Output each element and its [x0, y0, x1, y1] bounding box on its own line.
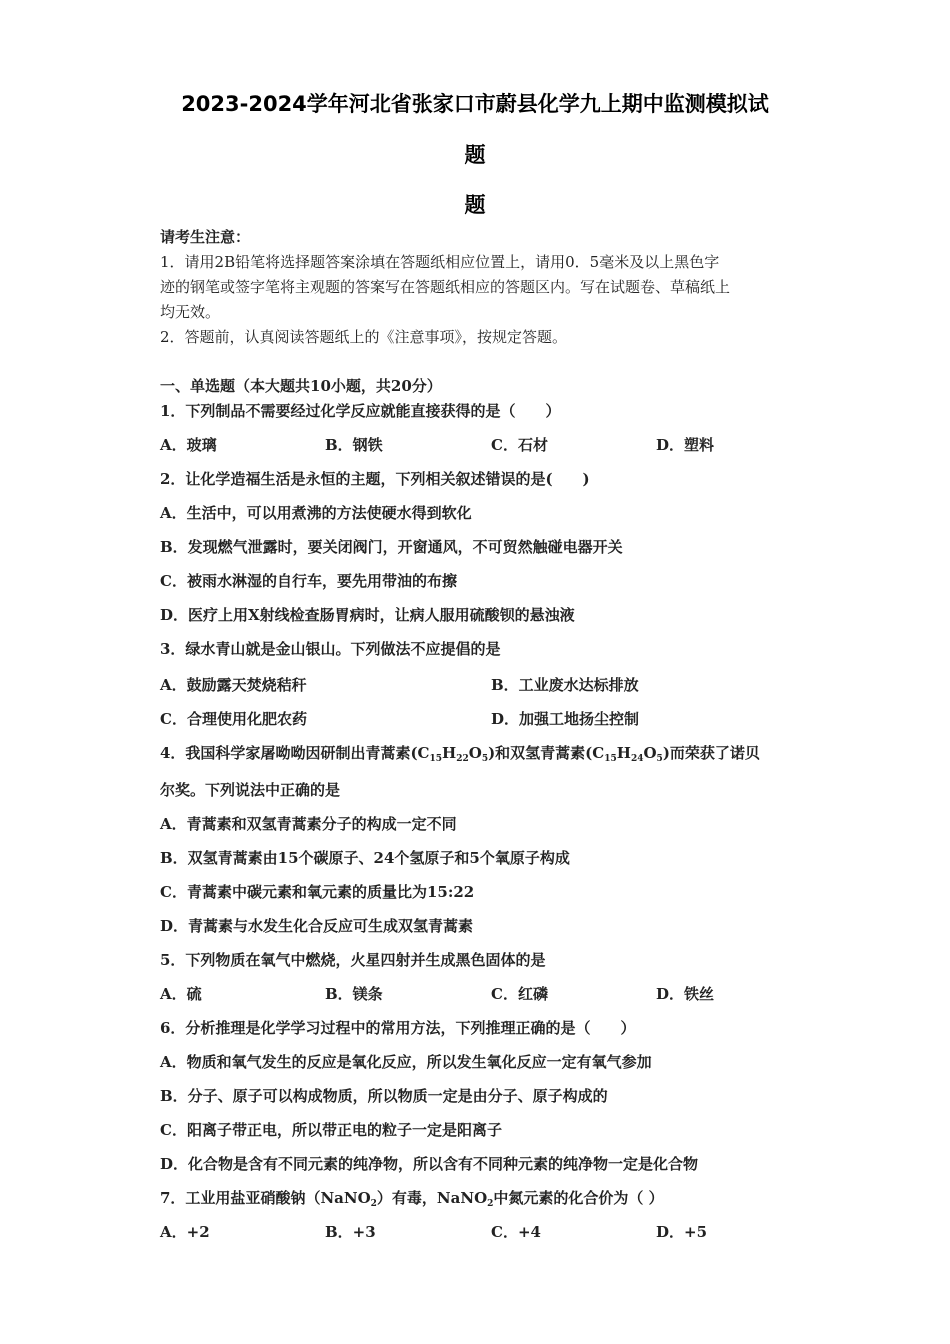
q1-option-d: D．塑料: [656, 436, 715, 454]
q4-option-a: A．青蒿素和双氢青蒿素分子的构成一定不同: [160, 815, 457, 833]
q3-option-d: D．加强工地扬尘控制: [491, 710, 640, 728]
q7-sub1: 2: [370, 1199, 377, 1209]
q1-stem: 1．下列制品不需要经过化学反应就能直接获得的是（ ）: [160, 402, 561, 420]
q6-option-a: A．物质和氧气发生的反应是氧化反应，所以发生氧化反应一定有氧气参加: [160, 1053, 652, 1071]
q4-formula2-sub2: 24: [630, 754, 644, 764]
q4-formula1-sub3: 5: [481, 754, 489, 764]
q2-option-d: D．医疗上用X射线检查肠胃病时，让病人服用硫酸钡的悬浊液: [160, 606, 575, 624]
page-title-line2: 题: [464, 143, 486, 167]
q2-stem: 2．让化学造福生活是永恒的主题，下列相关叙述错误的是( ): [160, 470, 590, 488]
q4-option-d: D．青蒿素与水发生化合反应可生成双氢青蒿素: [160, 917, 474, 935]
q7-option-a: A．+2: [160, 1223, 210, 1241]
section-heading: 一、单选题（本大题共10小题，共20分）: [160, 377, 442, 395]
q7-sub2: 2: [487, 1199, 494, 1209]
q4-stem-part1: 4．我国科学家屠呦呦因研制出青蒿素(C: [160, 744, 430, 762]
q5-option-d: D．铁丝: [656, 985, 715, 1003]
q7-stem-part3: 中氮元素的化合价为（ ）: [493, 1189, 664, 1207]
notice-item2: 2．答题前，认真阅读答题纸上的《注意事项》，按规定答题。: [160, 328, 568, 346]
q7-option-b: B．+3: [325, 1223, 376, 1241]
q7-option-c: C．+4: [491, 1223, 541, 1241]
q4-formula2-sub1: 15: [604, 754, 617, 764]
q5-option-a: A．硫: [160, 985, 202, 1003]
q7-stem-part2: ）有毒，NaNO: [376, 1189, 488, 1207]
q5-option-b: B．镁条: [325, 985, 383, 1003]
q2-option-a: A．生活中，可以用煮沸的方法使硬水得到软化: [160, 504, 472, 522]
q4-formula1-h: H: [442, 744, 457, 762]
q4-formula1-sub2: 22: [456, 754, 469, 764]
q4-formula1-o: O: [468, 744, 482, 762]
notice-item1-line2: 迹的钢笔或签字笔将主观题的答案写在答题纸相应的答题区内。写在试题卷、草稿纸上: [160, 278, 731, 296]
q4-formula2-h: H: [616, 744, 631, 762]
q3-option-b: B．工业废水达标排放: [491, 676, 639, 694]
q3-option-a: A．鼓励露天焚烧秸秆: [160, 676, 307, 694]
q1-option-c: C．石材: [491, 436, 548, 454]
q3-stem: 3．绿水青山就是金山银山。下列做法不应提倡的是: [160, 640, 501, 658]
notice-item1-line3: 均无效。: [160, 303, 221, 321]
q1-option-b: B．钢铁: [325, 436, 383, 454]
q6-option-c: C．阳离子带正电，所以带正电的粒子一定是阳离子: [160, 1121, 502, 1139]
q2-option-b: B．发现燃气泄露时，要关闭阀门，开窗通风，不可贸然触碰电器开关: [160, 538, 623, 556]
q6-stem: 6．分析推理是化学学习过程中的常用方法，下列推理正确的是（ ）: [160, 1019, 636, 1037]
q1-option-a: A．玻璃: [160, 436, 217, 454]
q7-option-d: D．+5: [656, 1223, 708, 1241]
q2-option-c: C．被雨水淋湿的自行车，要先用带油的布擦: [160, 572, 457, 590]
q3-option-c: C．合理使用化肥农药: [160, 710, 307, 728]
page-title-line3: 题: [464, 193, 486, 217]
q4-stem-line2: 尔奖。下列说法中正确的是: [160, 781, 341, 799]
q4-formula1-sub1: 15: [429, 754, 443, 764]
q4-formula2-o: O: [643, 744, 657, 762]
notice-item1-line1: 1．请用2B铅笔将选择题答案涂填在答题纸相应位置上，请用0．5毫米及以上黑色字: [160, 253, 720, 271]
page-title-line1: 2023-2024学年河北省张家口市蔚县化学九上期中监测模拟试: [181, 92, 769, 116]
q5-option-c: C．红磷: [491, 985, 548, 1003]
q6-option-b: B．分子、原子可以构成物质，所以物质一定是由分子、原子构成的: [160, 1087, 608, 1105]
q4-stem-line1: [160, 743, 760, 763]
notice-heading: 请考生注意：: [160, 228, 251, 246]
q4-option-b: B．双氢青蒿素由15个碳原子、24个氢原子和5个氧原子构成: [160, 849, 570, 867]
q4-formula2-sub3: 5: [656, 754, 663, 764]
q4-stem-part3: )而荣获了诺贝: [662, 744, 760, 762]
q5-stem: 5．下列物质在氧气中燃烧，火星四射并生成黑色固体的是: [160, 951, 546, 969]
q7-stem: [160, 1188, 664, 1208]
q4-stem-part2: )和双氢青蒿素(C: [488, 744, 605, 762]
q6-option-d: D．化合物是含有不同元素的纯净物，所以含有不同种元素的纯净物一定是化合物: [160, 1155, 699, 1173]
q7-stem-part1: 7．工业用盐亚硝酸钠（NaNO: [160, 1189, 371, 1207]
q4-option-c: C．青蒿素中碳元素和氧元素的质量比为15:22: [160, 883, 475, 901]
